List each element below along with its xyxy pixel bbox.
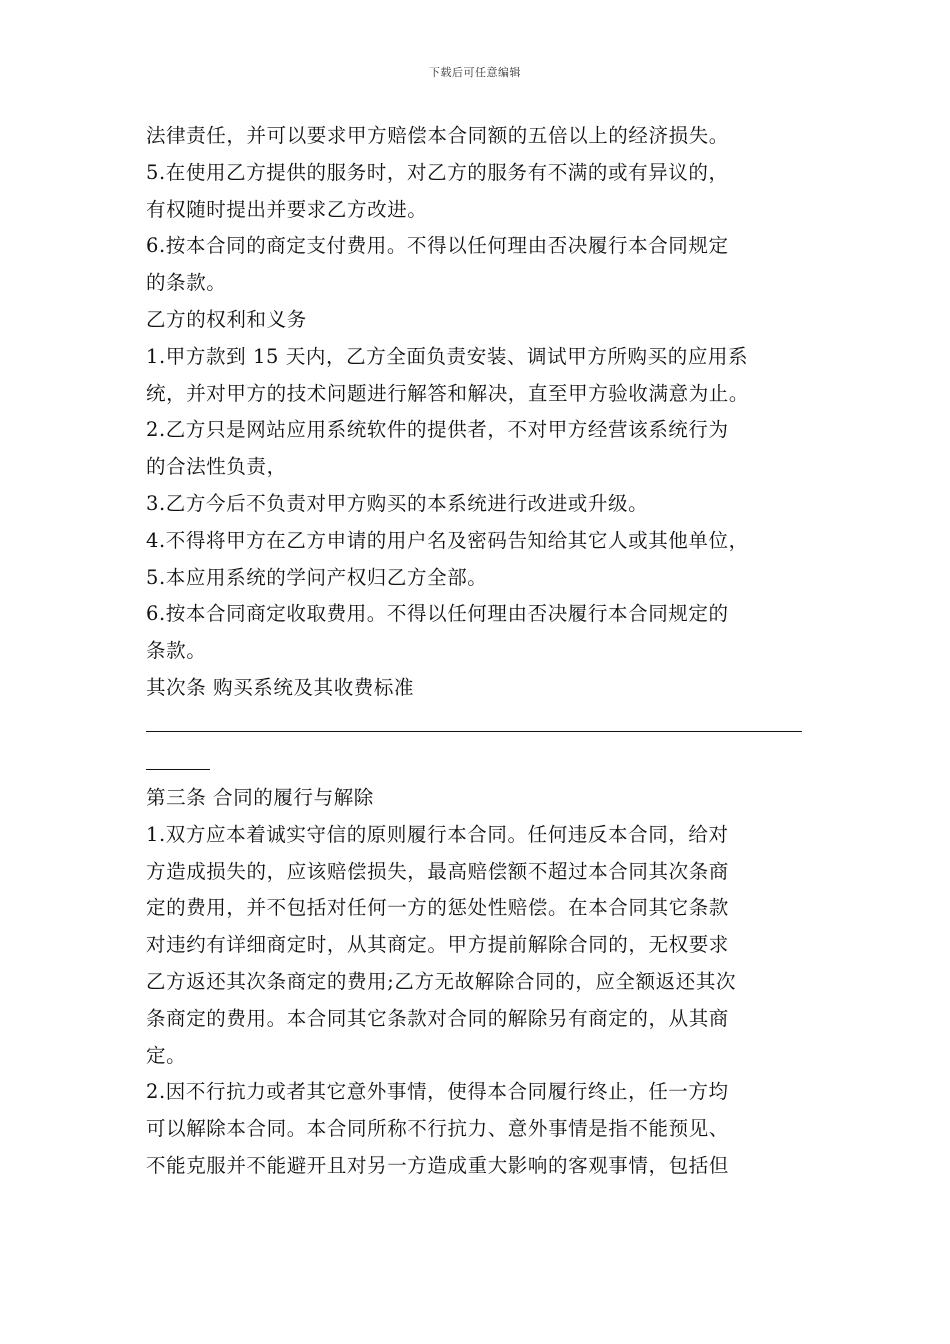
article-three-heading: 第三条 合同的履行与解除	[146, 786, 374, 809]
text-line: 5.在使用乙方提供的服务时，对乙方的服务有不满的或有异议的，	[146, 160, 729, 184]
text-line: 定。	[146, 1043, 187, 1067]
text-line: 定的费用，并不包括对任何一方的惩处性赔偿。在本合同其它条款	[146, 896, 729, 920]
text-line: 的合法性负责，	[146, 455, 287, 479]
text-line: 对违约有详细商定时，从其商定。甲方提前解除合同的，无权要求	[146, 933, 729, 957]
contract-body-part2	[146, 780, 816, 1185]
page-header: 下载后可任意编辑	[429, 66, 521, 79]
section-heading-party-b-rights: 乙方的权利和义务	[146, 307, 307, 331]
text-line: 条商定的费用。本合同其它条款对合同的解除另有商定的，从其商	[146, 1006, 729, 1030]
text-line: 1.双方应本着诚实守信的原则履行本合同。任何违反本合同，给对	[146, 822, 729, 846]
text-line: 乙方返还其次条商定的费用;乙方无故解除合同的，应全额返还其次	[146, 969, 737, 993]
text-line: 2.乙方只是网站应用系统软件的提供者，不对甲方经营该系统行为	[146, 418, 729, 442]
fill-in-blank-line	[146, 731, 802, 732]
text-line: 5.本应用系统的学问产权归乙方全部。	[146, 565, 488, 589]
text-line: 条款。	[146, 639, 207, 663]
text-line: 不能克服并不能避开且对另一方造成重大影响的客观事情，包括但	[146, 1153, 729, 1177]
contract-body-part1	[146, 118, 816, 707]
text-line: 有权随时提出并要求乙方改进。	[146, 197, 428, 221]
text-line: 可以解除本合同。本合同所称不行抗力、意外事情是指不能预见、	[146, 1117, 729, 1141]
fill-in-blank-line-end	[146, 769, 210, 770]
text-line: 方造成损失的，应该赔偿损失，最高赔偿额不超过本合同其次条商	[146, 859, 729, 883]
text-line: 的条款。	[146, 271, 227, 295]
text-line: 法律责任，并可以要求甲方赔偿本合同额的五倍以上的经济损失。	[146, 124, 729, 147]
article-two-heading: 其次条 购买系统及其收费标准	[146, 675, 415, 699]
text-line: 4.不得将甲方在乙方申请的用户名及密码告知给其它人或其他单位，	[146, 528, 749, 552]
text-line: 2.因不行抗力或者其它意外事情，使得本合同履行终止，任一方均	[146, 1080, 729, 1104]
text-line: 3.乙方今后不负责对甲方购买的本系统进行改进或升级。	[146, 491, 649, 515]
text-line: 统，并对甲方的技术问题进行解答和解决，直至甲方验收满意为止。	[146, 381, 750, 405]
text-line: 6.按本合同商定收取费用。不得以任何理由否决履行本合同规定的	[146, 602, 729, 626]
text-line: 6.按本合同的商定支付费用。不得以任何理由否决履行本合同规定	[146, 234, 729, 258]
text-line: 1.甲方款到 15 天内，乙方全面负责安装、调试甲方所购买的应用系	[146, 344, 749, 368]
